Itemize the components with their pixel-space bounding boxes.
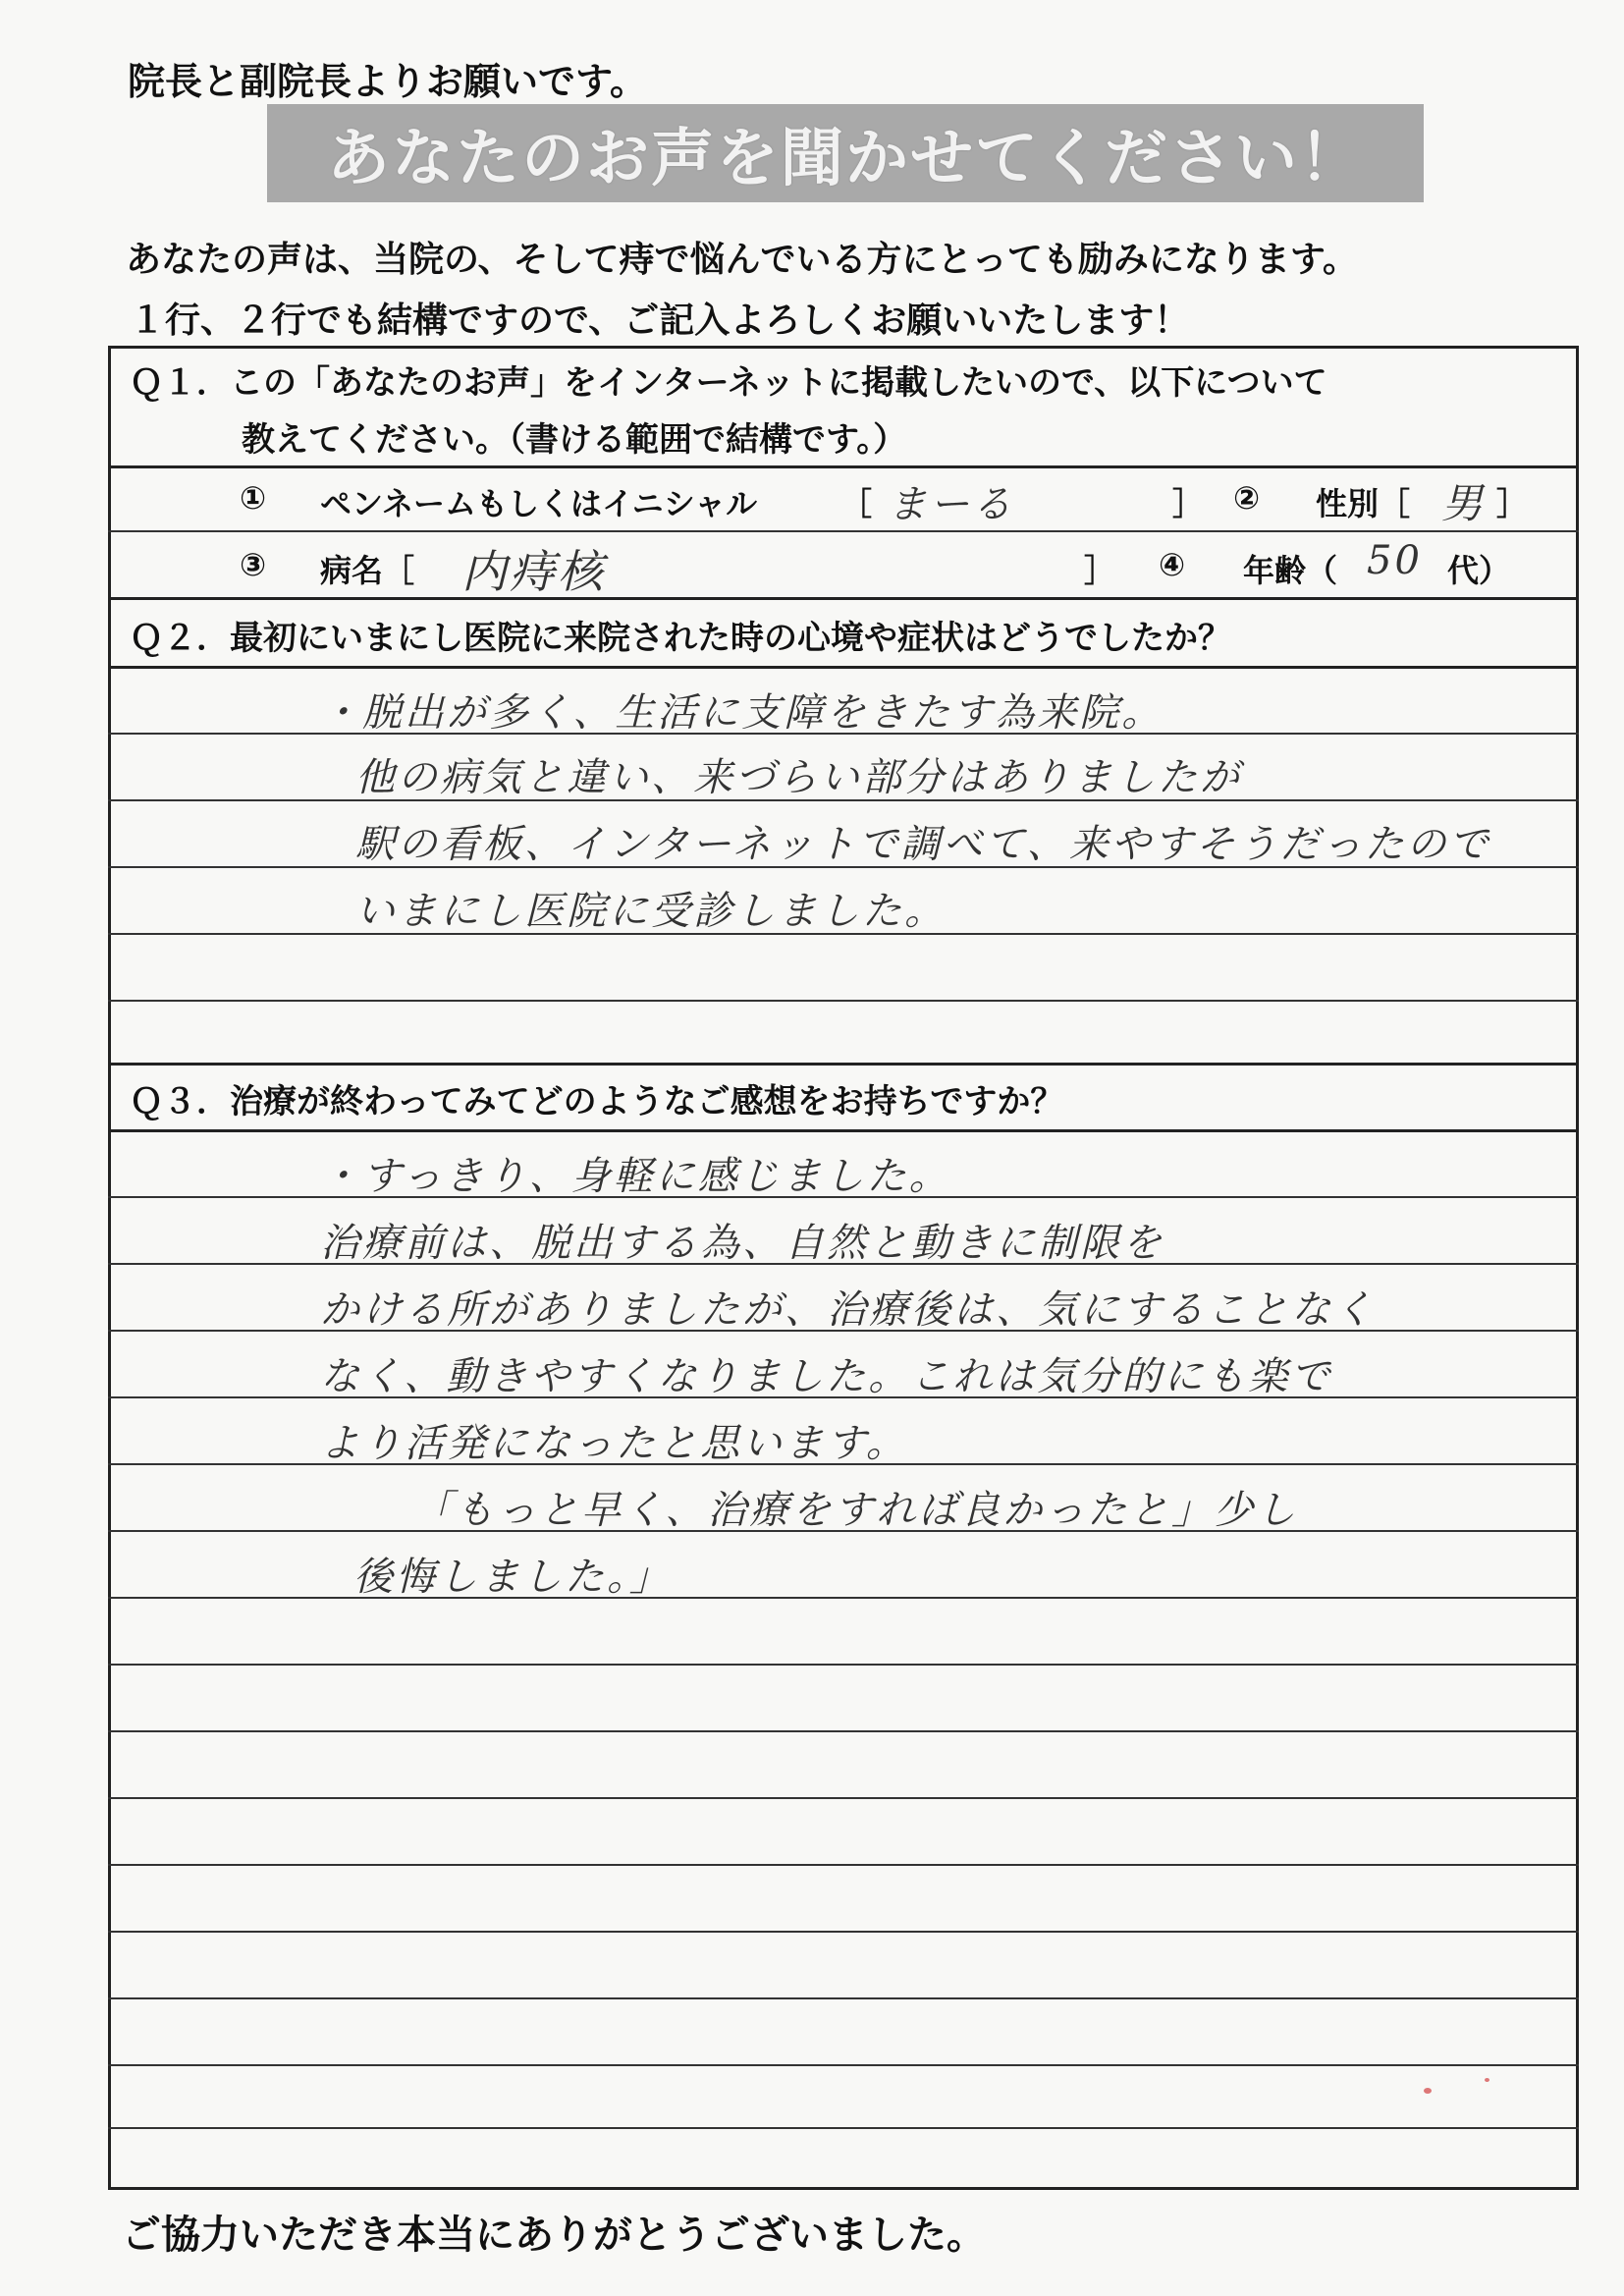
q3-answer-line: かける所がありましたが、治療後は、気にすることなく bbox=[320, 1287, 1376, 1333]
q3-answer-line: 後悔しました。」 bbox=[353, 1555, 672, 1600]
title-banner bbox=[267, 104, 1424, 202]
footer-thanks: ご協力いただき本当にありがとうございました。 bbox=[122, 2213, 986, 2258]
divider bbox=[108, 597, 1579, 600]
penname-bracket-close: ］ bbox=[1172, 485, 1205, 522]
ruled-line bbox=[108, 1597, 1579, 1599]
ruled-line bbox=[108, 2064, 1579, 2066]
age-suffix: 代） bbox=[1447, 552, 1511, 589]
q3-answer-line: 「もっと早く、治療をすれば良かったと」少し bbox=[412, 1488, 1299, 1533]
ruled-line bbox=[108, 1797, 1579, 1799]
q2-answer-line: 駅の看板、インターネットで調べて、来やすそうだったので bbox=[355, 822, 1491, 867]
disease-number: ③ bbox=[240, 546, 267, 583]
disease-bracket-close: ］ bbox=[1084, 552, 1116, 589]
q1-question-line-2: 教えてください。（書ける範囲で結構です。） bbox=[242, 420, 907, 460]
q3-answer-line: より活発になったと思います。 bbox=[320, 1421, 908, 1466]
q3-answer-line: ・すっきり、身軽に感じました。 bbox=[320, 1154, 951, 1199]
banner-title: あなたのお声を聞かせてください！ bbox=[327, 123, 1364, 195]
q2-answer-line: ・脱出が多く、生活に支障をきたす為来院。 bbox=[320, 690, 1164, 736]
ruled-line bbox=[108, 2127, 1579, 2129]
penname-bracket-open: ［ bbox=[840, 485, 873, 522]
gender-label: 性別［ bbox=[1316, 485, 1411, 522]
age-label: 年齢（ bbox=[1243, 552, 1338, 589]
penname-value: まーる bbox=[888, 482, 1014, 527]
gender-bracket-close: ］ bbox=[1496, 485, 1529, 522]
ink-speck bbox=[1424, 2088, 1432, 2094]
intro-line-2: １行、２行でも結構ですので、ご記入よろしくお願いいたします！ bbox=[130, 301, 1190, 341]
disease-value: 内痔核 bbox=[461, 545, 606, 598]
divider bbox=[108, 1129, 1579, 1132]
ruled-line bbox=[108, 1000, 1579, 1002]
ruled-line bbox=[108, 1931, 1579, 1933]
ruled-line bbox=[108, 1664, 1579, 1666]
q3-answer-line: 治療前は、脱出する為、自然と動きに制限を bbox=[320, 1221, 1164, 1266]
q2-answer-line: 他の病気と違い、来づらい部分はありましたが bbox=[355, 755, 1242, 800]
header-note: 院長と副院長よりお願いです。 bbox=[128, 60, 647, 103]
ruled-line bbox=[108, 1730, 1579, 1732]
penname-label: ペンネームもしくはイニシャル bbox=[320, 485, 758, 522]
disease-label: 病名［ bbox=[320, 552, 415, 589]
divider bbox=[108, 666, 1579, 669]
q3-question: Ｑ３．治療が終わってみてどのようなご感想をお持ちですか？ bbox=[130, 1082, 1064, 1121]
gender-number: ② bbox=[1233, 479, 1261, 517]
q2-answer-line: いまにし医院に受診しました。 bbox=[355, 889, 947, 934]
q3-answer-line: なく、動きやすくなりました。これは気分的にも楽で bbox=[320, 1354, 1333, 1399]
q2-question: Ｑ２．最初にいまにし医院に来院された時の心境や症状はどうでしたか？ bbox=[130, 619, 1231, 658]
intro-line-1: あなたの声は、当院の、そして痔で悩んでいる方にとっても励みになります。 bbox=[126, 240, 1358, 280]
divider bbox=[108, 530, 1579, 532]
gender-value: 男 bbox=[1441, 479, 1487, 527]
q1-question-line-1: Ｑ１．この「あなたのお声」をインターネットに掲載したいので、以下について bbox=[130, 363, 1327, 403]
ruled-line bbox=[108, 1997, 1579, 1999]
penname-number: ① bbox=[240, 479, 267, 517]
ink-speck bbox=[1485, 2078, 1489, 2082]
age-number: ④ bbox=[1159, 546, 1186, 583]
divider bbox=[108, 1063, 1579, 1066]
divider bbox=[108, 465, 1579, 468]
ruled-line bbox=[108, 1864, 1579, 1866]
age-value: 50 bbox=[1367, 538, 1423, 583]
